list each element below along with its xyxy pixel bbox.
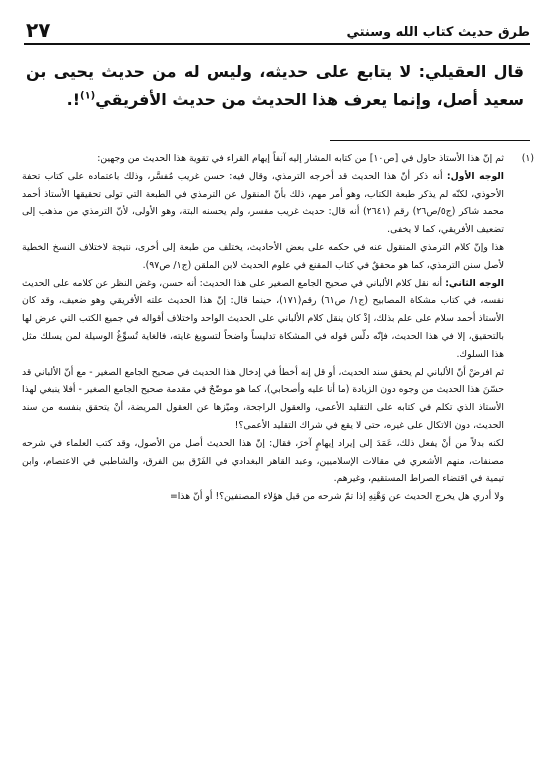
page-header	[26, 14, 530, 40]
running-title: طرق حديث كتاب الله وسنتي	[346, 25, 530, 40]
footnote-paragraph-text: ثم إنّ هذا الأستاذ حاول في [ص١٠] من كتابه المشار إليه آنفاً إيهام القراء في تقوية هذا الحديث من وجهين:	[97, 153, 504, 164]
footnote-paragraph	[22, 488, 504, 506]
footnote-paragraph-text: هذا وإنّ كلام الترمذي المنقول عنه في حكمه على بعض الأحاديث، يختلف من طبعة إلى أخرى، نتيجة لاختلاف النسخ الخطية لأصل سنن الترمذي، كما هو محققٌ في كتاب المقنع في علوم الحديث لابن الملقن (ج١/ ص٩٧).	[22, 241, 504, 271]
footnote-paragraph	[22, 168, 504, 239]
main-paragraph-text: قال العقيلي: لا يتابع على حديثه، وليس له من حديث يحيى بن سعيد أصل، وإنما يعرف هذا الحديث من حديث الأفريقي	[26, 62, 524, 109]
footnotes	[22, 150, 534, 506]
footnote-paragraph-text: أنه ذكر أنّ هذا الحديث قد أخرجه الترمذي، وقال فيه: حسن غريب مُفسَّر، وذلك باعتماده على كتاب تحفة الأحوذي، لكنّه لم يذكر طبعة الكتاب، وهو أمر مهم، ذلك بأنّ المنقول عن الترمذي في الطبعة التي تولى تحقيقها الأستاذ أحمد محمد شاكر (ج٥/ص٢٦) رقم (٢٦٤١) أنه قال: حديث غريب مفسر، ولم يحسنه البتة، وهو الأولى، لأنّ الترمذي من مذهب إلى تضعيف الأفريقي، كما لا يخفى.	[22, 170, 504, 236]
footnote-paragraph	[22, 275, 504, 364]
footnote-reference[interactable]: (١)	[79, 90, 96, 102]
footnote-paragraph-text: لكنه بدلاً من أنْ يفعل ذلك، عَمَدَ إلى إيراد إيهامٍ آخرَ، فقال: إنّ هذا الحديث أصل من الأصول، وقد كتب العلماء في شرحه مصنفات، منهم الأشعري في مقالات الإسلاميين، وعبد القاهر البغدادي في الفَرْق بين الفرق، والشاطبي في الاعتصام، وابن تيمية في اقتضاء الصراط المستقيم، وغيرهم.	[22, 437, 504, 485]
footnote-paragraph	[22, 435, 504, 488]
footnote-rule	[330, 140, 530, 141]
main-text	[26, 58, 524, 114]
footnote-paragraph	[22, 150, 504, 168]
footnote-paragraph-label: الوجه الأول:	[446, 170, 504, 182]
footnote-paragraph-text: ولا أدري هل يخرج الحديث عن وَهْنِهِ إذا تمّ شرحه من قبل هؤلاء المصنفين؟! أو أنّ هذا=	[169, 491, 504, 503]
footnote-paragraph-label: الوجه الثاني:	[445, 277, 504, 289]
footnote-paragraph	[22, 364, 504, 435]
footnote-body	[22, 150, 504, 506]
footnote	[22, 150, 534, 506]
footnote-marker: (١)	[521, 153, 534, 164]
footnote-paragraph	[22, 239, 504, 275]
footnote-paragraph-text: أنه نقل كلام الألباني في صحيح الجامع الصغير على هذا الحديث: أنه حسن، وغض النظر عن كلامه على الحديث نفسه، في كتاب مشكاة المصابيح (ج١/ ص٦١) رقم(١٧١)، حينما قال: إنّ هذا الحديث علته الأفريقي وهو ضعيف، وقد كان الأستاذ أحمد سلام على علم بذلك، إذْ كان ينقل كلام الألباني على الحديث الواحد واختلاف أقواله في جميع الكتب التي عرض لها بالتحقيق، إلا في هذا الحديث، فإنّه دلّس قوله في المشكاة تدليساً واضحاً لتسويغ غايته، فالغاية تُسوِّغُ الوسيلة لمن يسلك مثل هذا السلوك.	[22, 277, 504, 360]
main-paragraph-end: !.	[66, 90, 80, 109]
page-number: ٢٧	[26, 18, 51, 42]
header-rule	[24, 43, 530, 45]
footnote-paragraph-text: ثم افرضْ أنّ الألباني لم يحقق سند الحديث، أو قل إنه أخطأ في إدخال هذا الحديث في صحيح الجامع الصغير - مع أنّ الألباني قد حسّنَ هذا الحديث من وجوه دون الزيادة (ما أنا عليه وأصحابي)، كما هو موضّحٌ في مقدمة صحيح الجامع الصغير - أفلا ينبغي لهذا الأستاذ الذي تكلم في كتابه على التقليد الأعمى، والعقول الراجحة، وميّزها عن العقول المريضة، أنْ يتحقق بنفسه من سند الحديث، دون الاتكال على غيره، حتى لا يقع في شراك التقليد الأعمى؟!	[22, 366, 504, 431]
main-paragraph	[26, 58, 524, 114]
